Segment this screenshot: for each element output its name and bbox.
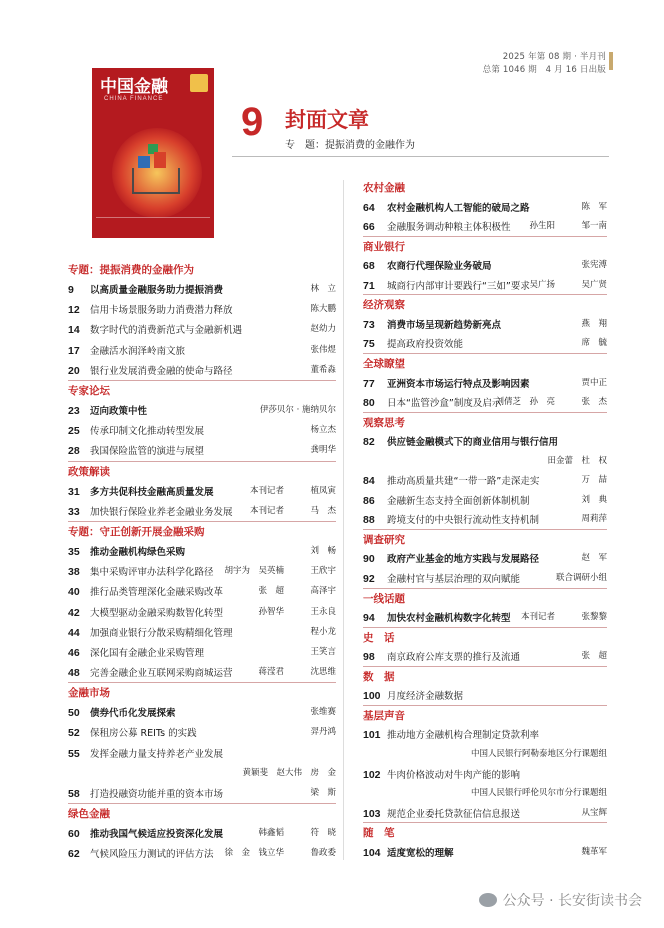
article-title[interactable]: 大模型驱动金融采购数智化转型 bbox=[90, 607, 224, 619]
article-coauthor: 胡宇为 吴英楠 bbox=[224, 566, 284, 577]
article-author: 董希淼 bbox=[310, 364, 336, 375]
toc-entry[interactable] bbox=[363, 551, 607, 565]
article-title[interactable]: 迈向政策中性 bbox=[90, 406, 148, 418]
toc-entry[interactable] bbox=[68, 423, 336, 437]
article-title[interactable]: 推行品类管理深化金融采购改革 bbox=[90, 587, 224, 599]
article-title[interactable]: 推动金融机构绿色采购 bbox=[90, 547, 186, 559]
page-number: 68 bbox=[363, 260, 375, 273]
article-author: 联合调研小组 bbox=[555, 573, 607, 583]
toc-entry[interactable] bbox=[363, 493, 607, 507]
toc-entry[interactable] bbox=[68, 484, 336, 498]
page-number: 38 bbox=[68, 566, 80, 579]
article-title[interactable]: 加快银行保险业养老金融业务发展 bbox=[90, 506, 233, 518]
article-title[interactable]: 农商行代理保险业务破局 bbox=[387, 261, 492, 273]
article-author: 符 晓 bbox=[310, 828, 336, 839]
article-coauthor: 本刊记者 bbox=[249, 485, 284, 496]
article-author: 燕 翔 bbox=[581, 318, 607, 329]
article-author: 中国人民银行阿勒泰地区分行课题组 bbox=[470, 748, 607, 759]
article-author: 邹一南 bbox=[581, 221, 607, 232]
article-title[interactable]: 保租房公募 REITs 的实践 bbox=[90, 728, 197, 740]
article-author: 张宪溥 bbox=[581, 260, 607, 271]
article-title[interactable]: 金融活水润泽岭南文旅 bbox=[90, 345, 186, 357]
page-number: 52 bbox=[68, 727, 80, 740]
article-author: 陈 军 bbox=[581, 201, 607, 212]
column-divider bbox=[343, 180, 344, 860]
article-author: 王永良 bbox=[310, 606, 336, 617]
toc-entry[interactable] bbox=[363, 845, 607, 859]
page-number: 33 bbox=[68, 505, 80, 518]
article-author: 伊莎贝尔 · 施纳贝尔 bbox=[259, 405, 336, 416]
feature-title[interactable]: 封面文章 bbox=[285, 108, 369, 132]
article-author: 高泽宇 bbox=[310, 586, 336, 597]
toc-entry[interactable] bbox=[363, 649, 607, 663]
cart-icon bbox=[132, 168, 180, 194]
article-author: 张伟煜 bbox=[310, 344, 336, 355]
article-author: 张 超 bbox=[581, 651, 607, 662]
page-number: 101 bbox=[363, 729, 381, 742]
issue-line-1: 2025 年第 08 期 · 半月刊 bbox=[502, 52, 606, 62]
toc-entry[interactable] bbox=[363, 767, 607, 781]
toc-entry[interactable] bbox=[363, 688, 607, 702]
section-heading: 史 话 bbox=[363, 631, 395, 644]
article-coauthor: 蒋滢君 bbox=[258, 667, 284, 677]
page-number: 50 bbox=[68, 707, 80, 720]
article-title[interactable]: 提高政府投资效能 bbox=[387, 339, 464, 351]
page-number: 94 bbox=[363, 612, 375, 625]
article-title[interactable]: 深化国有金融企业采购管理 bbox=[90, 647, 205, 659]
toc-entry[interactable] bbox=[68, 826, 336, 840]
article-title[interactable]: 推动高质量共建“一带一路”走深走实 bbox=[387, 476, 540, 488]
article-author: 程小龙 bbox=[310, 626, 336, 637]
article-author: 沈思维 bbox=[310, 667, 336, 677]
article-title[interactable]: 亚洲资本市场运行特点及影响因素 bbox=[387, 378, 530, 390]
page-number: 31 bbox=[68, 485, 80, 498]
toc-entry[interactable] bbox=[363, 336, 607, 350]
toc-entry[interactable] bbox=[68, 846, 336, 860]
toc-entry[interactable] bbox=[68, 504, 336, 518]
page-number: 23 bbox=[68, 405, 80, 418]
page-number: 9 bbox=[68, 284, 74, 297]
wechat-icon bbox=[479, 893, 497, 907]
section-divider bbox=[363, 588, 607, 589]
page-number: 55 bbox=[68, 747, 80, 760]
article-title[interactable]: 推动地方金融机构合理制定贷款利率 bbox=[387, 730, 540, 742]
page-number: 77 bbox=[363, 377, 375, 390]
section-heading: 商业银行 bbox=[363, 240, 405, 253]
article-title[interactable]: 金融服务调动种粮主体积极性 bbox=[387, 222, 511, 234]
toc-entry[interactable] bbox=[68, 282, 336, 296]
article-author: 田金蕾 杜 权 bbox=[547, 455, 607, 466]
page-number: 25 bbox=[68, 425, 80, 438]
page-number: 20 bbox=[68, 364, 80, 377]
article-coauthor: 刘倩芝 孙 亮 bbox=[495, 397, 555, 408]
article-title[interactable]: 传承印制文化推动转型发展 bbox=[90, 426, 205, 438]
page-number: 104 bbox=[363, 846, 381, 859]
article-title[interactable]: 加强商业银行分散采购精细化管理 bbox=[90, 627, 233, 639]
page-number: 88 bbox=[363, 514, 375, 527]
section-heading: 农村金融 bbox=[363, 182, 405, 194]
article-author: 吴广贤 bbox=[581, 279, 607, 290]
article-author: 龚明华 bbox=[310, 445, 336, 456]
page-number: 92 bbox=[363, 573, 375, 585]
article-author: 从宝辉 bbox=[581, 807, 607, 818]
article-coauthor: 孙生阳 bbox=[529, 221, 555, 232]
article-author: 赵 军 bbox=[581, 553, 607, 564]
cover-gift-box bbox=[154, 152, 166, 168]
page-number: 102 bbox=[363, 768, 381, 781]
article-coauthor: 吴广扬 bbox=[529, 279, 555, 290]
article-author: 席 毓 bbox=[581, 338, 607, 349]
page-number: 98 bbox=[363, 651, 375, 664]
article-title[interactable]: 金融新生态支持全面创新体制机制 bbox=[387, 495, 530, 507]
toc-entry[interactable] bbox=[363, 376, 607, 390]
article-title[interactable]: 数字时代的消费新范式与金融新机遇 bbox=[90, 325, 243, 337]
cover-gift-box bbox=[138, 156, 150, 168]
page-number: 90 bbox=[363, 553, 375, 566]
article-title[interactable]: 债券代币化发展探索 bbox=[90, 708, 176, 720]
toc-entry[interactable] bbox=[68, 665, 336, 679]
article-author: 刘 畅 bbox=[310, 546, 336, 557]
article-author: 周莉萍 bbox=[581, 514, 607, 525]
page-number: 84 bbox=[363, 475, 375, 488]
section-heading: 观察思考 bbox=[363, 416, 405, 429]
toc-entry[interactable] bbox=[68, 725, 336, 739]
article-author: 王笑言 bbox=[310, 646, 336, 657]
toc-entry[interactable] bbox=[363, 200, 607, 214]
page-number: 42 bbox=[68, 606, 80, 619]
article-title[interactable]: 供应链金融模式下的商业信用与银行信用 bbox=[387, 437, 559, 449]
section-heading: 全球瞭望 bbox=[363, 357, 405, 370]
article-title[interactable]: 消费市场呈现新趋势新亮点 bbox=[387, 319, 502, 331]
article-author: 鲁政委 bbox=[310, 848, 336, 859]
article-author: 张黎黎 bbox=[581, 612, 607, 623]
article-author: 羿丹鸿 bbox=[310, 727, 336, 738]
toc-entry[interactable] bbox=[363, 278, 607, 292]
section-heading: 随 笔 bbox=[363, 827, 395, 840]
article-title[interactable]: 跨境支付的中央银行流动性支持机制 bbox=[387, 515, 540, 527]
page-number: 86 bbox=[363, 494, 375, 507]
section-divider bbox=[363, 412, 607, 413]
section-heading: 数 据 bbox=[363, 670, 395, 683]
article-title[interactable]: 适度宽松的理解 bbox=[387, 847, 454, 859]
page-number: 73 bbox=[363, 318, 375, 331]
toc-entry[interactable] bbox=[68, 403, 336, 417]
toc-entry[interactable] bbox=[363, 571, 607, 585]
article-title[interactable]: 月度经济金融数据 bbox=[387, 691, 464, 703]
toc-entry[interactable] bbox=[363, 317, 607, 331]
page-number: 75 bbox=[363, 338, 375, 351]
toc-entry[interactable] bbox=[363, 473, 607, 487]
toc-entry[interactable] bbox=[68, 322, 336, 336]
article-title[interactable]: 农村金融机构人工智能的破局之路 bbox=[387, 202, 530, 214]
toc-entry[interactable] bbox=[363, 727, 607, 741]
toc-entry[interactable] bbox=[363, 512, 607, 526]
watermark bbox=[479, 890, 642, 910]
article-title[interactable]: 日本“监管沙盒”制度及启示 bbox=[387, 398, 502, 410]
section-heading: 政策解读 bbox=[68, 465, 110, 478]
section-divider bbox=[68, 803, 336, 804]
cover-badge bbox=[190, 74, 208, 92]
article-coauthor: 韩鑫韬 bbox=[258, 828, 284, 839]
section-divider bbox=[363, 294, 607, 295]
section-heading: 专家论坛 bbox=[68, 384, 110, 397]
article-coauthor: 徐 金 钱立华 bbox=[224, 848, 284, 859]
section-heading: 专题：守正创新开展金融采购 bbox=[68, 525, 205, 538]
page-number: 48 bbox=[68, 667, 80, 679]
article-author: 贾中正 bbox=[581, 377, 607, 388]
section-divider bbox=[363, 529, 607, 530]
feature-divider bbox=[232, 156, 609, 157]
section-heading: 专题：提振消费的金融作为 bbox=[68, 264, 194, 276]
toc-entry[interactable] bbox=[68, 625, 336, 639]
issue-line-2: 总第 1046 期 4 月 16 日出版 bbox=[482, 65, 606, 75]
toc-entry[interactable] bbox=[363, 395, 607, 409]
page-number: 12 bbox=[68, 304, 80, 317]
page-number: 44 bbox=[68, 626, 80, 639]
toc-entry[interactable] bbox=[68, 645, 336, 659]
page-number: 82 bbox=[363, 436, 375, 449]
page-number: 80 bbox=[363, 397, 375, 410]
section-heading: 经济观察 bbox=[363, 299, 405, 312]
section-heading: 基层声音 bbox=[363, 709, 405, 722]
article-title[interactable]: 牛肉价格波动对牛肉产能的影响 bbox=[387, 769, 521, 781]
section-heading: 绿色金融 bbox=[68, 808, 110, 821]
article-coauthor: 本刊记者 bbox=[520, 612, 555, 623]
toc-entry[interactable] bbox=[68, 443, 336, 457]
section-heading: 一线话题 bbox=[363, 592, 405, 605]
issue-accent-bar bbox=[609, 52, 613, 70]
article-author: 陈大鹏 bbox=[310, 304, 336, 315]
page-number: 71 bbox=[363, 279, 375, 292]
section-divider bbox=[363, 705, 607, 706]
article-title[interactable]: 多方共促科技金融高质量发展 bbox=[90, 486, 214, 498]
section-divider bbox=[68, 380, 336, 381]
article-title[interactable]: 加快农村金融机构数字化转型 bbox=[387, 613, 511, 625]
page-number: 103 bbox=[363, 807, 381, 820]
article-author: 杨立杰 bbox=[310, 425, 336, 436]
toc-entry[interactable] bbox=[363, 806, 607, 820]
article-title[interactable]: 城商行内部审计要践行“三如”要求 bbox=[387, 280, 530, 292]
page-number: 66 bbox=[363, 221, 375, 234]
article-title[interactable]: 打造投融资功能并重的资本市场 bbox=[90, 788, 224, 800]
article-author: 刘 典 bbox=[581, 494, 607, 505]
article-author: 王欣宇 bbox=[310, 566, 336, 577]
article-coauthor: 张 超 bbox=[258, 586, 284, 597]
article-title[interactable]: 集中采购评审办法科学化路径 bbox=[90, 567, 214, 579]
page-number: 64 bbox=[363, 201, 375, 214]
article-title[interactable]: 发挥金融力量支持养老产业发展 bbox=[90, 748, 224, 760]
article-title[interactable]: 完善金融企业互联网采购商城运营 bbox=[90, 668, 233, 679]
article-author: 林 立 bbox=[310, 284, 336, 295]
section-divider bbox=[68, 521, 336, 522]
article-coauthor: 本刊记者 bbox=[249, 505, 284, 516]
section-divider bbox=[363, 353, 607, 354]
page-number: 46 bbox=[68, 646, 80, 659]
article-title[interactable]: 气候风险压力测试的评估方法 bbox=[90, 849, 214, 861]
toc-entry[interactable] bbox=[68, 363, 336, 377]
section-divider bbox=[363, 236, 607, 237]
page-number: 17 bbox=[68, 344, 80, 357]
article-author: 魏革军 bbox=[581, 846, 607, 857]
toc-entry[interactable] bbox=[68, 544, 336, 558]
section-divider bbox=[363, 822, 607, 823]
article-title[interactable]: 金融村官与基层治理的双向赋能 bbox=[387, 574, 521, 585]
article-title[interactable]: 推动我国气候适应投资深化发展 bbox=[90, 829, 224, 841]
cover-image bbox=[92, 68, 214, 238]
toc-entry[interactable] bbox=[363, 219, 607, 233]
article-title[interactable]: 我国保险监管的演进与展望 bbox=[90, 446, 205, 458]
page-number: 14 bbox=[68, 324, 80, 337]
article-coauthor: 孙智华 bbox=[258, 606, 284, 617]
watermark-text: 公众号 · 长安街读书会 bbox=[502, 893, 642, 909]
toc-entry[interactable] bbox=[68, 584, 336, 598]
page-number: 35 bbox=[68, 546, 80, 559]
section-divider bbox=[363, 666, 607, 667]
section-heading: 金融市场 bbox=[68, 687, 110, 700]
article-author: 马 杰 bbox=[310, 505, 336, 516]
page-number: 58 bbox=[68, 787, 80, 800]
toc-entry[interactable] bbox=[363, 610, 607, 624]
feature-subtitle: 专 题：提振消费的金融作为 bbox=[285, 140, 415, 151]
page-number: 28 bbox=[68, 445, 80, 458]
toc-entry[interactable] bbox=[68, 705, 336, 719]
page-number: 100 bbox=[363, 690, 381, 703]
toc-entry[interactable] bbox=[68, 564, 336, 578]
article-author: 中国人民银行呼伦贝尔市分行课题组 bbox=[470, 788, 607, 799]
toc-entry[interactable] bbox=[363, 434, 607, 448]
toc-entry[interactable] bbox=[68, 302, 336, 316]
toc-entry[interactable] bbox=[68, 343, 336, 357]
toc-entry[interactable] bbox=[68, 746, 336, 760]
article-title[interactable]: 规范企业委托贷款征信信息报送 bbox=[387, 808, 521, 820]
cover-logo: 中国金融 bbox=[100, 77, 168, 97]
article-title[interactable]: 南京政府公库支票的推行及流通 bbox=[387, 652, 521, 664]
article-author: 梁 斯 bbox=[310, 787, 336, 798]
page-number: 62 bbox=[68, 848, 80, 861]
article-title[interactable]: 信用卡场景服务助力消费潜力释放 bbox=[90, 305, 233, 317]
cover-subtitle: CHINA FINANCE bbox=[104, 96, 164, 102]
article-title[interactable]: 以高质量金融服务助力提振消费 bbox=[90, 285, 224, 297]
article-title[interactable]: 政府产业基金的地方实践与发展路径 bbox=[387, 554, 540, 566]
section-heading: 调查研究 bbox=[363, 533, 405, 546]
page-number: 40 bbox=[68, 586, 80, 599]
cover-footer bbox=[96, 217, 210, 234]
section-divider bbox=[68, 461, 336, 462]
section-divider bbox=[363, 627, 607, 628]
toc-entry[interactable] bbox=[68, 605, 336, 619]
toc-entry[interactable] bbox=[363, 258, 607, 272]
article-author: 黄颖斐 赵大伟 房 金 bbox=[242, 767, 336, 778]
toc-entry[interactable] bbox=[68, 786, 336, 800]
article-author: 万 喆 bbox=[581, 475, 607, 486]
article-author: 植凤寅 bbox=[310, 485, 336, 496]
article-title[interactable]: 银行业发展消费金融的使命与路径 bbox=[90, 365, 233, 377]
feature-page-number: 9 bbox=[241, 100, 264, 144]
section-divider bbox=[68, 682, 336, 683]
article-author: 赵幼力 bbox=[310, 324, 336, 335]
article-author: 张 杰 bbox=[581, 397, 607, 408]
page-number: 60 bbox=[68, 828, 80, 841]
article-author: 张维赛 bbox=[310, 707, 336, 718]
